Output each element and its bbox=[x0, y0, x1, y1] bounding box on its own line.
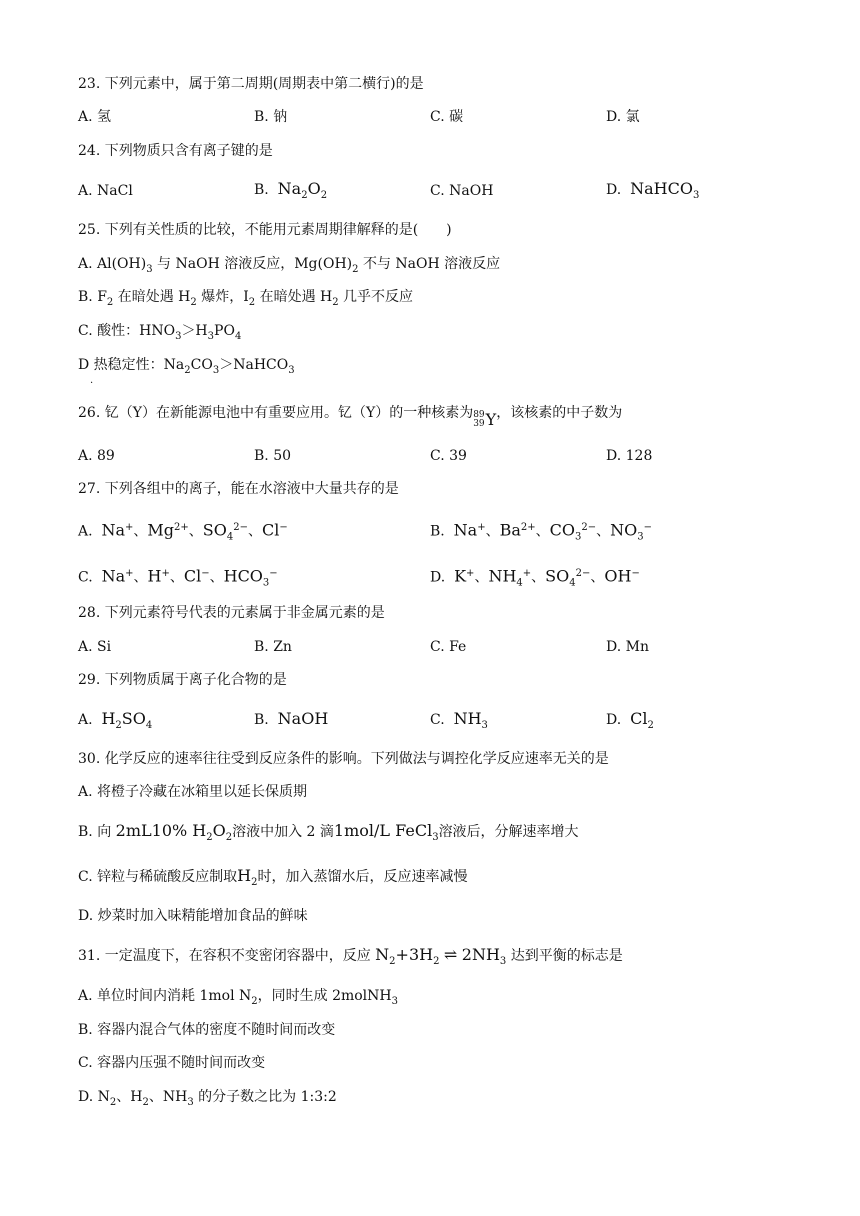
q27-option-c: C. Na+、H+、Cl−、$HCO_3^-$ bbox=[78, 566, 278, 589]
equilibrium-equation: $N_2+3H_2$ ⇌ $2NH_3$ bbox=[375, 945, 507, 967]
q28-option-d: D. Mn bbox=[606, 639, 649, 655]
q29-option-b: B. NaOH bbox=[254, 709, 329, 728]
q28-option-b: B. Zn bbox=[254, 639, 292, 655]
question-23-stem: 23. 下列元素中，属于第二周期(周期表中第二横行)的是 bbox=[78, 76, 424, 92]
q24-option-a: A. NaCl bbox=[78, 183, 133, 199]
q25-option-d: D 热稳定性：$Na_2CO_3>NaHCO_3$ bbox=[78, 357, 295, 376]
question-29-stem: 29. 下列物质属于离子化合物的是 bbox=[78, 672, 287, 688]
q24-option-c: C. NaOH bbox=[430, 183, 494, 199]
q30-option-a: A. 将橙子冷藏在冰箱里以延长保质期 bbox=[78, 784, 308, 800]
q27-option-d: D. K+、$NH_4^+$、$SO_4^{2-}$、OH− bbox=[430, 566, 640, 589]
q29-option-a: A. $H_2SO_4$ bbox=[78, 709, 153, 731]
q24-option-b: B. $Na_2O_2$ bbox=[254, 179, 328, 201]
q23-option-c: C. 碳 bbox=[430, 109, 464, 125]
question-24-stem: 24. 下列物质只含有离子键的是 bbox=[78, 143, 273, 159]
q26-option-c: C. 39 bbox=[430, 448, 467, 464]
q27-option-b: B. Na+、$Ba^{2+}$、$CO_3^{2-}$、$NO_3^-$ bbox=[430, 520, 653, 543]
q26-option-a: A. 89 bbox=[78, 448, 115, 464]
q23-option-b: B. 钠 bbox=[254, 109, 288, 125]
q29-option-c: C. $NH_3$ bbox=[430, 709, 488, 731]
question-30-stem: 30. 化学反应的速率往往受到反应条件的影响。下列做法与调控化学反应速率无关的是 bbox=[78, 751, 609, 767]
q25-option-a: A. $Al(OH)_3$ 与 NaOH 溶液反应，$Mg(OH)_2$ 不与 NaOH 溶液反应 bbox=[78, 256, 501, 275]
q30-option-c: C. 锌粒与稀硫酸反应制取$H_2$时，加入蒸馏水后，反应速率减慢 bbox=[78, 866, 468, 888]
q25-option-c: C. 酸性：$HNO_3>H_3PO_4$ bbox=[78, 323, 242, 342]
question-28-stem: 28. 下列元素符号代表的元素属于非金属元素的是 bbox=[78, 605, 385, 621]
q31-option-b: B. 容器内混合气体的密度不随时间而改变 bbox=[78, 1022, 336, 1038]
question-31-stem: 31. 一定温度下，在容积不变密闭容器中，反应 $N_2+3H_2$ ⇌ $2NH_3$ 达到平衡的标志是 bbox=[78, 945, 623, 967]
q28-option-a: A. Si bbox=[78, 639, 112, 655]
nuclide-notation: 89 39 Y bbox=[473, 410, 497, 429]
q23-option-d: D. 氯 bbox=[606, 109, 640, 125]
q26-option-d: D. 128 bbox=[606, 448, 653, 464]
q29-option-d: D. $Cl_2$ bbox=[606, 709, 654, 731]
q30-option-d: D. 炒菜时加入味精能增加食品的鲜味 bbox=[78, 908, 308, 924]
question-26-stem: 26. 钇（Y）在新能源电池中有重要应用。钇（Y）的一种核素为 89 39 Y ，该核素的中子数为 bbox=[78, 405, 623, 429]
q27-option-a: A. Na+、$Mg^{2+}$、$SO_4^{2-}$、Cl− bbox=[78, 520, 288, 543]
q31-option-c: C. 容器内压强不随时间而改变 bbox=[78, 1055, 266, 1071]
q23-option-a: A. 氢 bbox=[78, 109, 112, 125]
q25-option-b: B. $F_2$ 在暗处遇 $H_2$ 爆炸，$I_2$ 在暗处遇 $H_2$ 几乎不反应 bbox=[78, 289, 414, 308]
q30-option-b: B. 向 2mL10% $H_2O_2$溶液中加入 2 滴1mol/L FeCl$_3$溶液后，分解速率增大 bbox=[78, 821, 579, 843]
q31-option-a: A. 单位时间内消耗 1mol $N_2$，同时生成 2molNH$_3$ bbox=[78, 988, 398, 1007]
q31-option-d: D. $N_2$、$H_2$、$NH_3$ 的分子数之比为 1:3:2 bbox=[78, 1089, 337, 1108]
question-25-stem: 25. 下列有关性质的比较，不能用元素周期律解释的是( ) bbox=[78, 222, 452, 238]
q25-d-dot: . bbox=[90, 375, 94, 386]
question-27-stem: 27. 下列各组中的离子，能在水溶液中大量共存的是 bbox=[78, 481, 399, 497]
q24-option-d: D. NaHCO$_3$ bbox=[606, 179, 700, 201]
q26-option-b: B. 50 bbox=[254, 448, 292, 464]
q28-option-c: C. Fe bbox=[430, 639, 467, 655]
